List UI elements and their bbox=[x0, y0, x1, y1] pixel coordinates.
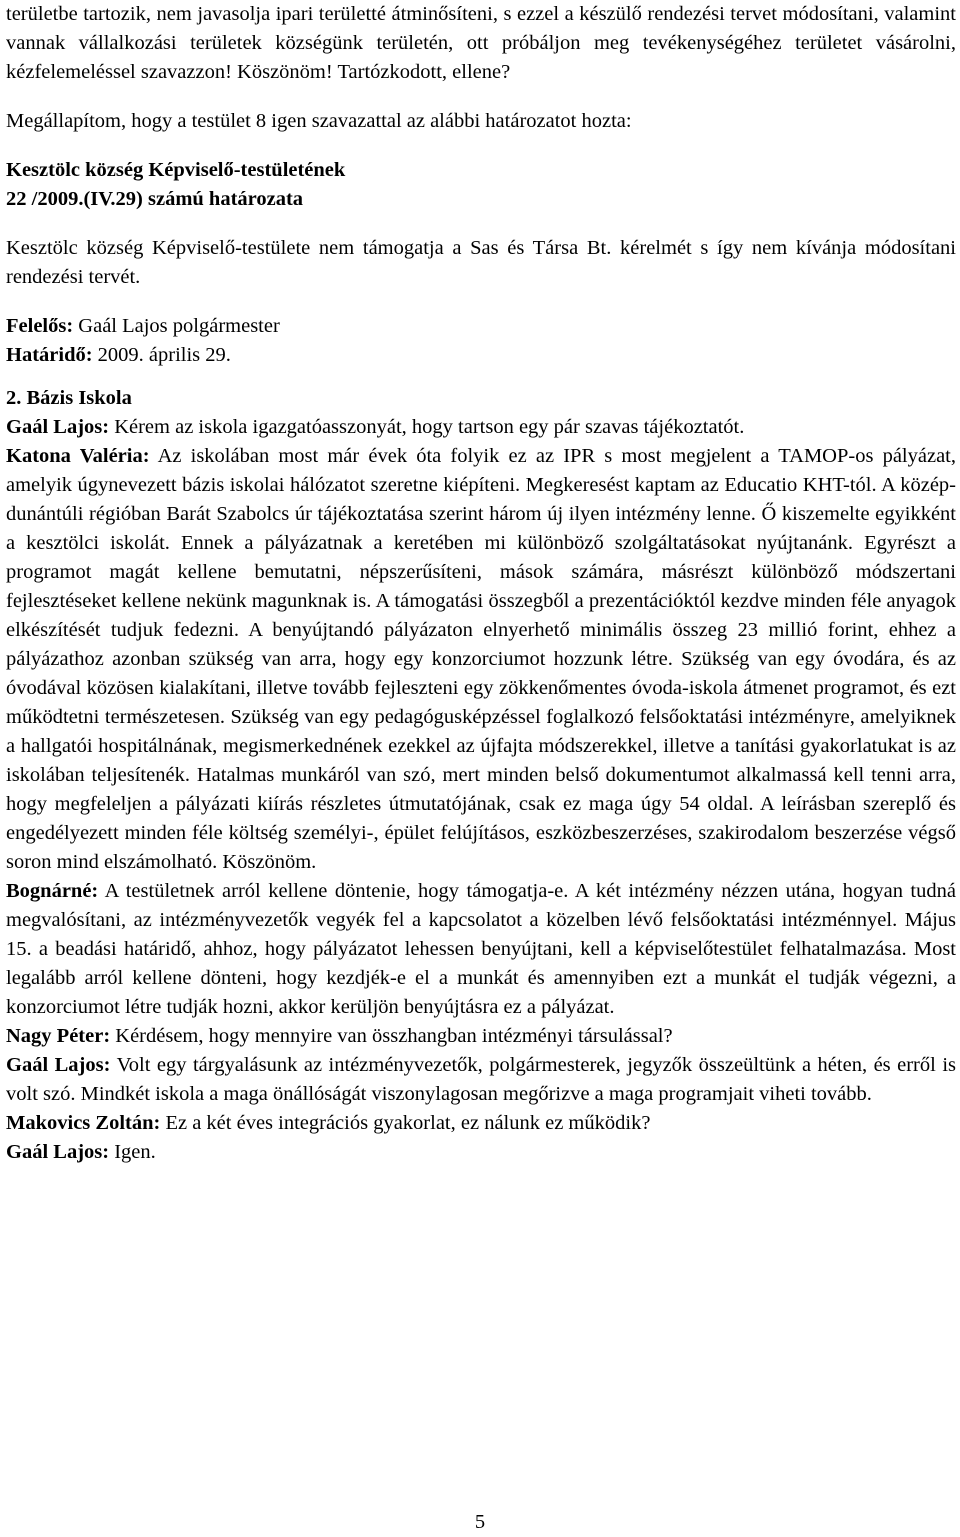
vote-statement: Megállapítom, hogy a testület 8 igen szavazattal az alábbi határozatot hozta: bbox=[6, 110, 632, 132]
resolution-deadline: Határidő: 2009. április 29. bbox=[6, 344, 231, 366]
resolution-heading-line1: Kesztölc község Képviselő-testületének bbox=[6, 159, 346, 181]
resolution-heading-line2: 22 /2009.(IV.29) számú határozata bbox=[6, 188, 304, 210]
speech-paragraph bbox=[6, 413, 956, 442]
speech-paragraph bbox=[6, 1022, 956, 1051]
speech-text: Az iskolában most már évek óta folyik ez az IPR s most megjelent a TAMOP-os pályázat, amelyik úgynevezett bázis iskolai hálózatot szeretne kiépíteni. Megkeresést kaptam az Educatio KHT-tól. A közép-dunántúli régióban Barát Szabolcs úr tájékoztatása szerint három új ilyen intézmény lenne. Ő kiszemelte egyikként a kesztölci iskolát. Ennek a pályázatnak a keretében mi különböző szolgáltatásokat nyújtanánk. Egyrészt a programot magát kellene bemutatni, népszerűsíteni, mások számára, másrészt különböző módszertani fejlesztéseket kellene nekünk magunknak is. A támogatási összegből a prezentációktól kezdve minden féle anyagok elkészítését tudjuk fedezni. A benyújtandó pályázaton elnyerhető minimális összeg 23 millió forint, ehhez a pályázathoz azonban szükség van arra, hogy egy konzorciumot hozzunk létre. Szükség van egy óvodára, és az óvodával közösen kialakítani, illetve tovább fejleszteni egy zökkenőmentes óvoda-iskola átmenet programot, és ezt működtetni természetesen. Szükség van egy pedagógusképzéssel foglalkozó felsőoktatási intézményre, amelyiknek a hallgatói hospitálnának, megismerkednének ezekkel az újfajta módszerekkel, illetve a tanítási gyakorlatukat is az iskolában teljesítenék. Hatalmas munkáról van szó, mert minden belső dokumentumot alkalmassá kell tenni arra, hogy megfeleljen a pályázati kiírás részletes útmutatójának, csak ez maga úgy 54 oldal. A leírásban szereplő és engedélyezett minden féle költség személyi-, épület felújításos, eszközbeszerzéses, szakirodalom beszerzése végső soron mind elszámolható. Köszönöm. bbox=[6, 445, 956, 873]
page-content bbox=[6, 0, 956, 1167]
resolution-responsible: Felelős: Gaál Lajos polgármester bbox=[6, 315, 280, 337]
page-number: 5 bbox=[474, 1511, 486, 1533]
speaker-name: Nagy Péter: bbox=[6, 1025, 111, 1047]
speech-text: Kérdésem, hogy mennyire van összhangban intézményi társulással? bbox=[115, 1025, 673, 1047]
speaker-name: Gaál Lajos: bbox=[6, 1141, 110, 1163]
speaker-name: Bognárné: bbox=[6, 880, 99, 902]
intro-paragraph: területbe tartozik, nem javasolja ipari területté átminősíteni, s ezzel a készülő rendezési tervet módosítani, valamint vannak vállalkozási területek községünk területén, ott próbáljon meg tevékenységéhez területet vásárolni, kézfelemeléssel szavazzon! Köszönöm! Tartózkodott, ellene? bbox=[6, 3, 956, 83]
resolution-body: Kesztölc község Képviselő-testülete nem támogatja a Sas és Társa Bt. kérelmét s így nem kívánja módosítani rendezési tervét. bbox=[6, 237, 956, 288]
speaker-name: Katona Valéria: bbox=[6, 445, 150, 467]
speech-paragraph bbox=[6, 1109, 956, 1138]
speaker-name: Makovics Zoltán: bbox=[6, 1112, 161, 1134]
speech-text: Kérem az iskola igazgatóasszonyát, hogy tartson egy pár szavas tájékoztatót. bbox=[114, 416, 745, 438]
speech-paragraph bbox=[6, 442, 956, 877]
speech-paragraph bbox=[6, 1138, 956, 1167]
section-title: 2. Bázis Iskola bbox=[6, 387, 132, 409]
speech-text: Igen. bbox=[114, 1141, 156, 1163]
speaker-name: Gaál Lajos: bbox=[6, 416, 110, 438]
speech-paragraph bbox=[6, 877, 956, 1022]
speech-text: Volt egy tárgyalásunk az intézményvezetők, polgármesterek, jegyzők összeültünk a héten, és erről is volt szó. Mindkét iskola a maga önállóságát viszonylagosan megőrizve a maga programjait viheti tovább. bbox=[6, 1054, 957, 1105]
speech-text: A testületnek arról kellene döntenie, hogy támogatja-e. A két intézmény nézzen utána, hogyan tudná megvalósítani, az intézményvezetők vegyék fel a kapcsolatot a közelben lévő felsőoktatási intézménnyel. Május 15. a beadási határidő, ahhoz, hogy pályázatot lehessen benyújtani, kell a képviselőtestület felhatalmazása. Most legalább arról kellene dönteni, hogy kezdjék-e el a munkát és amennyiben ezt a munkát el tudják végezni, a konzorciumot létre tudják hozni, akkor kerüljön benyújtásra ez a pályázat. bbox=[6, 880, 956, 1018]
speech-paragraph bbox=[6, 1051, 956, 1109]
speech-text: Ez a két éves integrációs gyakorlat, ez nálunk ez működik? bbox=[165, 1112, 651, 1134]
speaker-name: Gaál Lajos: bbox=[6, 1054, 111, 1076]
